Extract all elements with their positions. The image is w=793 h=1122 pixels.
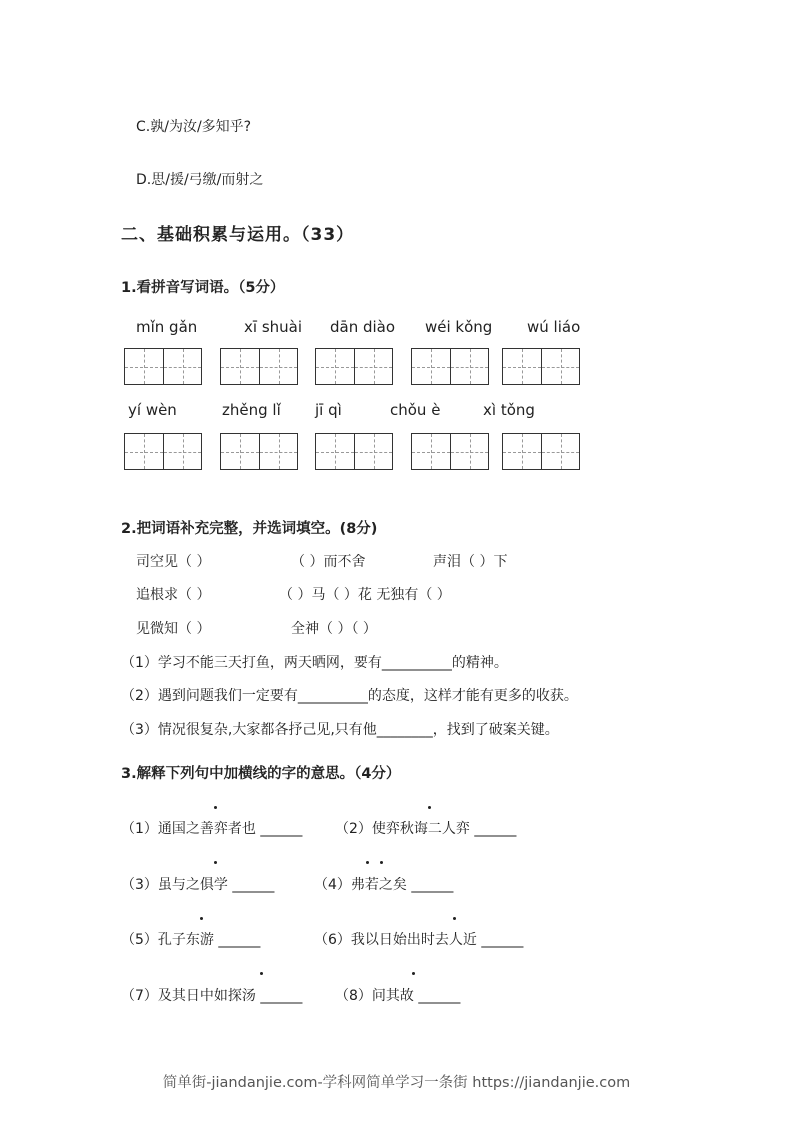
q3-title: 3.解释下列句中加横线的字的意思。（4分） xyxy=(121,766,401,782)
idiom-blank: 追根求（ ） xyxy=(136,587,211,603)
pinyin-6: yí wèn xyxy=(128,401,177,419)
section-2-title: 二、基础积累与运用。（33） xyxy=(121,225,355,245)
emphasis-dot xyxy=(366,861,369,864)
explain-item-6: （6）我以日始出时去人近 ______ xyxy=(314,932,524,948)
pinyin-3: dān diào xyxy=(330,318,396,336)
pinyin-1: mǐn gǎn xyxy=(136,318,198,336)
writing-grid[interactable] xyxy=(411,348,489,385)
emphasis-dot xyxy=(214,806,217,809)
writing-grid[interactable] xyxy=(315,433,393,470)
writing-grid[interactable] xyxy=(220,348,298,385)
idiom-blank: 司空见（ ） xyxy=(136,554,211,570)
writing-grid[interactable] xyxy=(124,348,202,385)
pinyin-2: xī shuài xyxy=(244,318,303,336)
option-c: C.孰/为汝/多知乎? xyxy=(136,119,252,135)
explain-item-3: （3）虽与之俱学 ______ xyxy=(121,877,275,893)
writing-grid[interactable] xyxy=(502,433,580,470)
pinyin-5: wú liáo xyxy=(527,318,581,336)
pinyin-10: xì tǒng xyxy=(483,401,535,419)
emphasis-dot xyxy=(453,917,456,920)
emphasis-dot xyxy=(412,972,415,975)
writing-grid[interactable] xyxy=(124,433,202,470)
fill-sentence-1: （1）学习不能三天打鱼，两天晒网，要有__________的精神。 xyxy=(121,655,508,671)
explain-item-1: （1）通国之善弈者也 ______ xyxy=(121,821,303,837)
pinyin-8: jī qì xyxy=(315,401,342,419)
writing-grid[interactable] xyxy=(220,433,298,470)
q2-title: 2.把词语补充完整，并选词填空。(8分) xyxy=(121,521,378,537)
explain-item-8: （8）问其故 ______ xyxy=(335,988,461,1004)
idiom-blank: （ ）而不舍 xyxy=(291,554,366,570)
fill-sentence-3: （3）情况很复杂,大家都各抒己见,只有他________，找到了破案关键。 xyxy=(121,722,559,738)
explain-item-5: （5）孔子东游 ______ xyxy=(121,932,261,948)
explain-item-4: （4）弗若之矣 ______ xyxy=(314,877,454,893)
writing-grid[interactable] xyxy=(411,433,489,470)
idiom-blank: 声泪（ ）下 xyxy=(433,554,508,570)
fill-sentence-2: （2）遇到问题我们一定要有__________的态度，这样才能有更多的收获。 xyxy=(121,688,578,704)
writing-grid[interactable] xyxy=(315,348,393,385)
explain-item-7: （7）及其日中如探汤 ______ xyxy=(121,988,303,1004)
idiom-blank: （ ）马（ ）花 无独有（ ） xyxy=(279,587,451,603)
writing-grid[interactable] xyxy=(502,348,580,385)
emphasis-dot xyxy=(380,861,383,864)
footer-watermark: 简单街-jiandanjie.com-学科网简单学习一条街 https://jiandanjie.com xyxy=(162,1075,631,1091)
explain-item-2: （2）使弈秋诲二人弈 ______ xyxy=(335,821,517,837)
emphasis-dot xyxy=(214,861,217,864)
option-d: D.思/援/弓缴/而射之 xyxy=(136,172,264,188)
emphasis-dot xyxy=(428,806,431,809)
q1-title: 1.看拼音写词语。（5分） xyxy=(121,280,285,296)
pinyin-4: wéi kǒng xyxy=(425,318,493,336)
pinyin-9: chǒu è xyxy=(390,401,441,419)
pinyin-7: zhěng lǐ xyxy=(222,401,281,419)
emphasis-dot xyxy=(200,917,203,920)
emphasis-dot xyxy=(260,972,263,975)
idiom-blank: 见微知（ ） xyxy=(136,621,211,637)
idiom-blank: 全神（ ）（ ） xyxy=(291,621,377,637)
